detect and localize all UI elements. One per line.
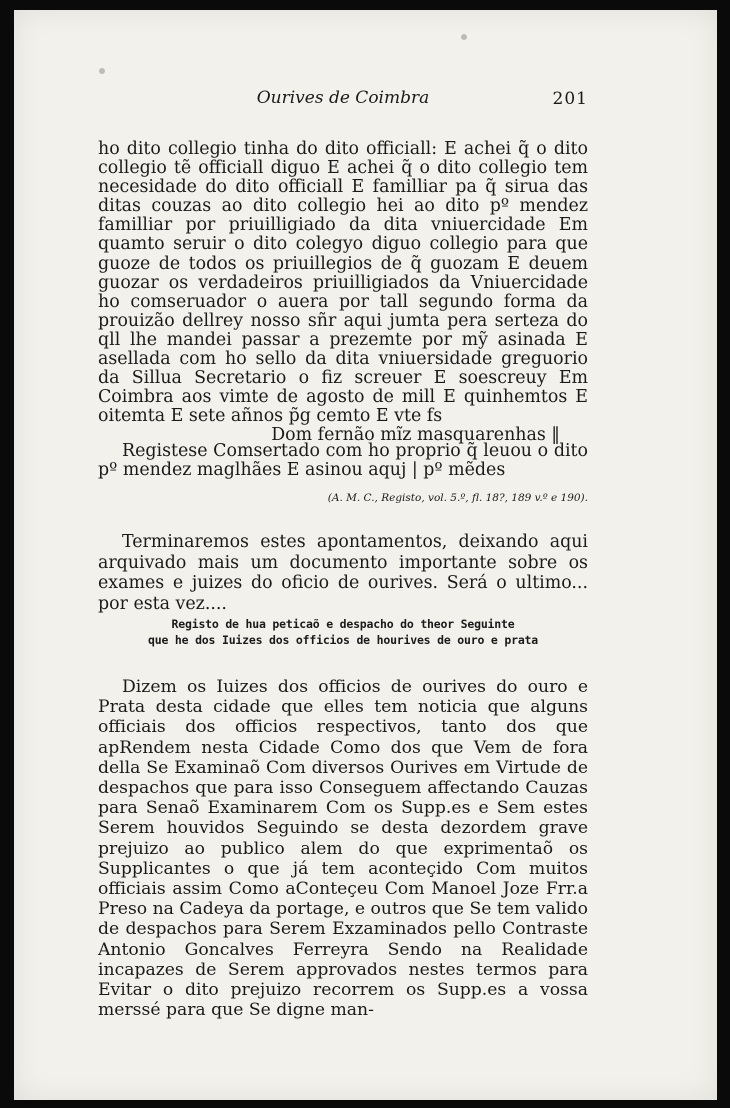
intro-text bbox=[98, 532, 588, 614]
document-paragraph: ho dito collegio tinha do dito officiall: E achei q̃ o dito collegio tẽ officiall diguo E achei q̃ o dito collegio tem necesidade do dito officiall E familliar pa q̃ sirua das ditas couzas ao dito collegio hei ao dito pº mendez familliar por priuilligiado da dita vniuercidade Em quamto seruir o dito colegyo diguo collegio para que guoze de todos os priuillegios de q̃ guozam E deuem guozar os verdadeiros priuilligiados da Vniuercidade ho comseruador o auera por tall segundo forma da prouizão dellrey nosso sñr aqui jumta pera serteza do qll lhe mandei passar a prezemte por mỹ asinada E asellada com ho sello da dita vniuersidade greguorio da Sillua Secretario o fiz screuer E soescreuy Em Coimbra aos vimte de agosto de mill E quinhemtos E oitemta E sete añnos p̃g cemto E vte fs bbox=[98, 139, 588, 427]
book-page bbox=[14, 10, 717, 1100]
registration-note-text: Registese Comsertado com ho proprio q̃ leuou o dito pº mendez maglhães E asinou aquj | pº mẽdes bbox=[98, 441, 588, 481]
print-speck bbox=[99, 68, 105, 74]
print-speck bbox=[461, 34, 467, 40]
registration-note bbox=[98, 442, 588, 480]
intro-paragraph: Terminaremos estes apontamentos, deixando aqui arquivado mais um documento importante sobre os exames e juizes do oficio de ourives. Será o ultimo... por esta vez.... bbox=[98, 532, 588, 614]
running-title: Ourives de Coimbra bbox=[256, 88, 430, 108]
petition-text bbox=[98, 677, 588, 1020]
section-heading-line-1: Registo de hua peticaõ e despacho do theor Seguinte bbox=[171, 617, 515, 631]
old-document-text bbox=[98, 140, 588, 446]
source-citation: (A. M. C., Registo, vol. 5.º, fl. 18?, 189 v.º e 190). bbox=[327, 492, 588, 504]
section-heading-line-2: que he dos Iuizes dos officios de hourives de ouro e prata bbox=[148, 633, 538, 647]
signature-line: Dom fernão mĩz masquarenhas ‖ bbox=[271, 425, 560, 446]
petition-paragraph: Dizem os Iuizes dos officios de ourives do ouro e Prata desta cidade que elles tem noticia que alguns officiais dos officios respectivos, tanto dos que apRendem nesta Cidade Como dos que Vem de fora della Se Examinaõ Com diversos Ourives em Virtude de despachos que para isso Conseguem affectando Cauzas para Senaõ Examinarem Com os Supp.es e Sem estes Serem houvidos Seguindo se desta dezordem grave prejuizo ao publico alem do que exprimentaõ os Supplicantes o que já tem aconteçido Com muitos officiais assim Como aConteçeu Com Manoel Joze Frr.a Preso na Cadeya da portage, e outros que Se tem valido de despachos para Serem Exzaminados pello Contraste Antonio Goncalves Ferreyra Sendo na Realidade incapazes de Serem approvados nestes termos para Evitar o dito prejuizo recorrem os Supp.es a vossa merssé para que Se digne man- bbox=[98, 677, 588, 1021]
running-head bbox=[98, 88, 588, 112]
page-number: 201 bbox=[552, 89, 588, 109]
section-heading bbox=[98, 616, 588, 648]
